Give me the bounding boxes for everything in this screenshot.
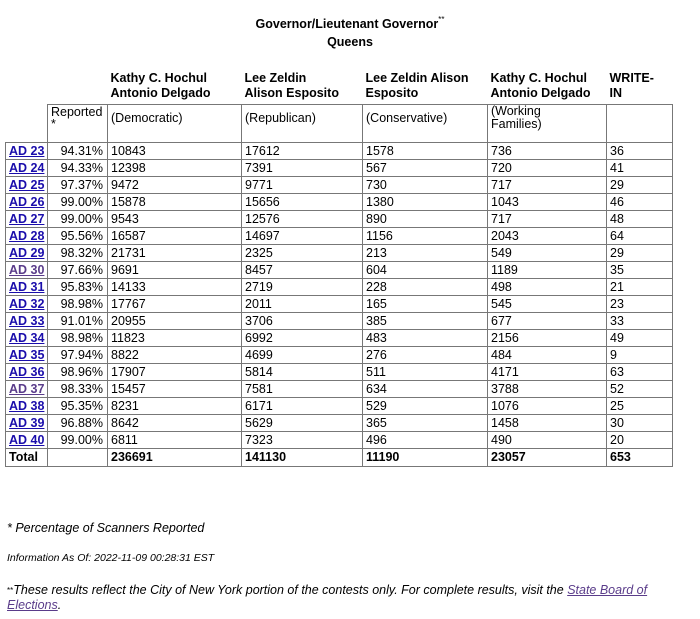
- votes-wfp: 717: [488, 211, 607, 228]
- votes-write-in: 23: [607, 296, 673, 313]
- district-cell: [6, 347, 48, 364]
- district-cell: [6, 262, 48, 279]
- votes-wfp: 2156: [488, 330, 607, 347]
- district-link[interactable]: AD 35: [9, 348, 45, 362]
- votes-dem: 17907: [108, 364, 242, 381]
- district-cell: [6, 381, 48, 398]
- district-cell: [6, 194, 48, 211]
- district-link[interactable]: AD 30: [9, 263, 45, 277]
- table-row: [6, 177, 673, 194]
- results-table: [5, 71, 673, 467]
- votes-con: 213: [363, 245, 488, 262]
- district-link[interactable]: AD 37: [9, 382, 45, 396]
- district-link[interactable]: AD 40: [9, 433, 45, 447]
- district-cell: [6, 296, 48, 313]
- votes-wfp: 1189: [488, 262, 607, 279]
- votes-write-in: 63: [607, 364, 673, 381]
- district-rows: [6, 143, 673, 449]
- table-row: [6, 415, 673, 432]
- table-row: [6, 330, 673, 347]
- party-working-families: (Working Families): [488, 105, 607, 143]
- reported-percent: 98.98%: [48, 296, 108, 313]
- votes-dem: 8642: [108, 415, 242, 432]
- votes-write-in: 33: [607, 313, 673, 330]
- votes-rep: 9771: [242, 177, 363, 194]
- votes-dem: 8231: [108, 398, 242, 415]
- votes-wfp: 3788: [488, 381, 607, 398]
- votes-dem: 21731: [108, 245, 242, 262]
- district-link[interactable]: AD 25: [9, 178, 45, 192]
- candidate-header-row: [6, 71, 673, 105]
- table-row: [6, 211, 673, 228]
- votes-write-in: 41: [607, 160, 673, 177]
- votes-wfp: 1076: [488, 398, 607, 415]
- votes-write-in: 9: [607, 347, 673, 364]
- district-cell: [6, 143, 48, 160]
- district-cell: [6, 432, 48, 449]
- votes-write-in: 21: [607, 279, 673, 296]
- votes-dem: 15878: [108, 194, 242, 211]
- district-link[interactable]: AD 23: [9, 144, 45, 158]
- district-cell: [6, 279, 48, 296]
- district-cell: [6, 313, 48, 330]
- votes-wfp: 549: [488, 245, 607, 262]
- district-cell: [6, 330, 48, 347]
- votes-rep: 15656: [242, 194, 363, 211]
- district-cell: [6, 211, 48, 228]
- party-conservative: (Conservative): [363, 105, 488, 143]
- district-link[interactable]: AD 38: [9, 399, 45, 413]
- votes-con: 1578: [363, 143, 488, 160]
- votes-rep: 2011: [242, 296, 363, 313]
- votes-write-in: 46: [607, 194, 673, 211]
- votes-wfp: 498: [488, 279, 607, 296]
- votes-dem: 10843: [108, 143, 242, 160]
- reported-percent: 98.33%: [48, 381, 108, 398]
- votes-con: 228: [363, 279, 488, 296]
- votes-con: 890: [363, 211, 488, 228]
- header-hochul-dem: Kathy C. Hochul Antonio Delgado: [110, 71, 211, 100]
- table-row: [6, 432, 673, 449]
- table-row: [6, 347, 673, 364]
- votes-dem: 11823: [108, 330, 242, 347]
- table-row: [6, 279, 673, 296]
- reported-percent: 98.98%: [48, 330, 108, 347]
- votes-con: 496: [363, 432, 488, 449]
- table-row: [6, 194, 673, 211]
- votes-dem: 12398: [108, 160, 242, 177]
- votes-rep: 2719: [242, 279, 363, 296]
- votes-con: 730: [363, 177, 488, 194]
- votes-con: 511: [363, 364, 488, 381]
- title-footnote-mark: **: [438, 15, 445, 24]
- votes-dem: 6811: [108, 432, 242, 449]
- votes-wfp: 717: [488, 177, 607, 194]
- votes-con: 604: [363, 262, 488, 279]
- disclaimer-footnote: **These results reflect the City of New York portion of the contests only. For complete results, visit the State Board of Elections.: [7, 583, 648, 612]
- votes-dem: 20955: [108, 313, 242, 330]
- votes-con: 365: [363, 415, 488, 432]
- total-con: 11190: [363, 449, 488, 467]
- votes-write-in: 49: [607, 330, 673, 347]
- votes-rep: 12576: [242, 211, 363, 228]
- party-republican: (Republican): [242, 105, 363, 143]
- district-link[interactable]: AD 33: [9, 314, 45, 328]
- header-zeldin-con: Lee Zeldin Alison Esposito: [365, 71, 469, 100]
- district-cell: [6, 228, 48, 245]
- total-write-in: 653: [607, 449, 673, 467]
- reported-percent: 96.88%: [48, 415, 108, 432]
- votes-wfp: 1043: [488, 194, 607, 211]
- total-row: [6, 449, 673, 467]
- district-link[interactable]: AD 39: [9, 416, 45, 430]
- votes-dem: 17767: [108, 296, 242, 313]
- total-dem: 236691: [108, 449, 242, 467]
- votes-dem: 9472: [108, 177, 242, 194]
- votes-con: 165: [363, 296, 488, 313]
- reported-percent: 99.00%: [48, 194, 108, 211]
- table-row: [6, 296, 673, 313]
- votes-con: 385: [363, 313, 488, 330]
- votes-wfp: 720: [488, 160, 607, 177]
- votes-dem: 14133: [108, 279, 242, 296]
- votes-con: 1380: [363, 194, 488, 211]
- district-cell: [6, 415, 48, 432]
- borough-title: Queens: [327, 35, 373, 49]
- district-link[interactable]: AD 36: [9, 365, 45, 379]
- votes-con: 276: [363, 347, 488, 364]
- total-rep: 141130: [242, 449, 363, 467]
- votes-write-in: 20: [607, 432, 673, 449]
- votes-rep: 5814: [242, 364, 363, 381]
- votes-rep: 3706: [242, 313, 363, 330]
- votes-rep: 5629: [242, 415, 363, 432]
- district-cell: [6, 398, 48, 415]
- votes-rep: 4699: [242, 347, 363, 364]
- votes-rep: 7323: [242, 432, 363, 449]
- votes-con: 1156: [363, 228, 488, 245]
- table-row: [6, 364, 673, 381]
- reported-percent: 91.01%: [48, 313, 108, 330]
- votes-wfp: 545: [488, 296, 607, 313]
- header-zeldin-rep: Lee Zeldin Alison Esposito: [244, 71, 339, 100]
- votes-dem: 16587: [108, 228, 242, 245]
- party-header-row: [6, 105, 673, 143]
- reported-percent: 94.31%: [48, 143, 108, 160]
- votes-write-in: 52: [607, 381, 673, 398]
- table-row: [6, 228, 673, 245]
- votes-wfp: 1458: [488, 415, 607, 432]
- total-wfp: 23057: [488, 449, 607, 467]
- votes-wfp: 484: [488, 347, 607, 364]
- votes-rep: 8457: [242, 262, 363, 279]
- district-link[interactable]: AD 34: [9, 331, 45, 345]
- reported-percent: 97.94%: [48, 347, 108, 364]
- votes-write-in: 48: [607, 211, 673, 228]
- reported-percent: 99.00%: [48, 211, 108, 228]
- votes-write-in: 64: [607, 228, 673, 245]
- district-link[interactable]: AD 29: [9, 246, 45, 260]
- district-link[interactable]: AD 28: [9, 229, 45, 243]
- table-row: [6, 262, 673, 279]
- table-row: [6, 143, 673, 160]
- reported-percent: 95.35%: [48, 398, 108, 415]
- reported-percent: 99.00%: [48, 432, 108, 449]
- votes-wfp: 4171: [488, 364, 607, 381]
- reported-percent: 95.56%: [48, 228, 108, 245]
- district-cell: [6, 245, 48, 262]
- votes-dem: 9691: [108, 262, 242, 279]
- votes-dem: 15457: [108, 381, 242, 398]
- total-label: Total: [6, 449, 48, 467]
- reported-percent: 94.33%: [48, 160, 108, 177]
- votes-rep: 7391: [242, 160, 363, 177]
- votes-con: 567: [363, 160, 488, 177]
- votes-write-in: 25: [607, 398, 673, 415]
- votes-wfp: 490: [488, 432, 607, 449]
- district-cell: [6, 177, 48, 194]
- table-row: [6, 313, 673, 330]
- reported-percent: 97.37%: [48, 177, 108, 194]
- votes-write-in: 36: [607, 143, 673, 160]
- header-reported: Reported *: [48, 105, 108, 143]
- table-row: [6, 398, 673, 415]
- votes-write-in: 29: [607, 245, 673, 262]
- district-cell: [6, 160, 48, 177]
- table-row: [6, 381, 673, 398]
- table-row: [6, 245, 673, 262]
- reported-percent: 95.83%: [48, 279, 108, 296]
- district-link[interactable]: AD 32: [9, 297, 45, 311]
- district-link[interactable]: AD 24: [9, 161, 45, 175]
- votes-dem: 9543: [108, 211, 242, 228]
- votes-dem: 8822: [108, 347, 242, 364]
- votes-con: 483: [363, 330, 488, 347]
- reported-percent: 97.66%: [48, 262, 108, 279]
- header-write-in: WRITE- IN: [609, 71, 654, 100]
- votes-write-in: 30: [607, 415, 673, 432]
- table-row: [6, 160, 673, 177]
- district-link[interactable]: AD 31: [9, 280, 45, 294]
- votes-rep: 14697: [242, 228, 363, 245]
- votes-wfp: 2043: [488, 228, 607, 245]
- votes-rep: 17612: [242, 143, 363, 160]
- votes-wfp: 736: [488, 143, 607, 160]
- scanners-footnote: * Percentage of Scanners Reported: [7, 521, 205, 535]
- reported-percent: 98.32%: [48, 245, 108, 262]
- votes-rep: 2325: [242, 245, 363, 262]
- votes-write-in: 29: [607, 177, 673, 194]
- state-board-of-elections-link[interactable]: State Board of Elections: [7, 583, 648, 612]
- contest-title: Governor/Lieutenant Governor**: [255, 15, 445, 31]
- votes-con: 529: [363, 398, 488, 415]
- district-link[interactable]: AD 27: [9, 212, 45, 226]
- information-timestamp: Information As Of: 2022-11-09 00:28:31 EST: [7, 552, 215, 564]
- votes-wfp: 677: [488, 313, 607, 330]
- party-democratic: (Democratic): [108, 105, 242, 143]
- votes-rep: 6171: [242, 398, 363, 415]
- district-link[interactable]: AD 26: [9, 195, 45, 209]
- votes-rep: 6992: [242, 330, 363, 347]
- votes-write-in: 35: [607, 262, 673, 279]
- votes-rep: 7581: [242, 381, 363, 398]
- reported-percent: 98.96%: [48, 364, 108, 381]
- district-cell: [6, 364, 48, 381]
- header-hochul-wfp: Kathy C. Hochul Antonio Delgado: [490, 71, 591, 100]
- votes-con: 634: [363, 381, 488, 398]
